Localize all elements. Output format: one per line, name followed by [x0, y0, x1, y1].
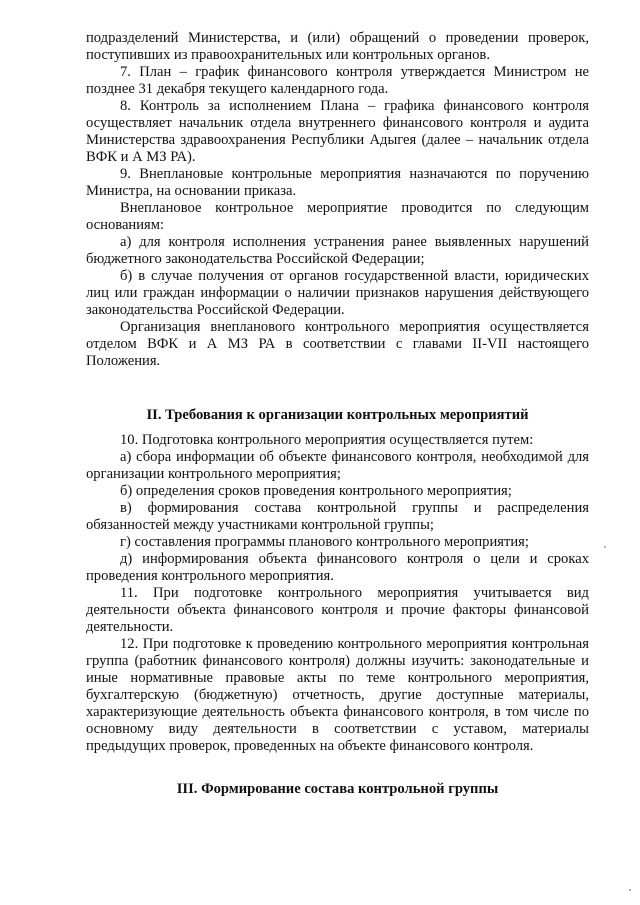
paragraph-organization: Организация внепланового контрольного мероприятия осуществляется отделом ВФК и А МЗ РА в соответствии с главами II-VII настоящего Положения.: [86, 319, 589, 369]
scan-speck: [629, 889, 631, 891]
paragraph-10-d: г) составления программы планового контрольного мероприятия;: [120, 534, 529, 550]
paragraph-continuation: подразделений Министерства, и (или) обращений о проведении проверок, поступивших из правоохранительных или контрольных органов.: [86, 30, 589, 63]
paragraph-10-b: б) определения сроков проведения контрольного мероприятия;: [120, 483, 512, 499]
document-page: [86, 30, 589, 798]
section-3-title: III. Формирование состава контрольной группы: [176, 781, 499, 797]
paragraph-unplanned-grounds: Внеплановое контрольное мероприятие проводится по следующим основаниям:: [86, 200, 589, 233]
paragraph-12: 12. При подготовке к проведению контрольного мероприятия контрольная группа (работник финансового контроля) должны изучить: законодательные и иные нормативные правовые акты по теме контрольного мероприятия, бухгалтерскую (бюджетную) отчетность, другие доступные материалы, характеризующие деятельность объекта финансового контроля, в том числе по основному виду деятельности в соответствии с уставом, материалы предыдущих проверок, проведенных на объекте финансового контроля.: [86, 636, 589, 754]
paragraph-10-c: в) формирования состава контрольной группы и распределения обязанностей между участниками контрольной группы;: [86, 500, 589, 533]
paragraph-8: 8. Контроль за исполнением Плана – графика финансового контроля осуществляет начальник отдела внутреннего финансового контроля и аудита Министерства здравоохранения Республики Адыгея (далее – начальник отдела ВФК и А МЗ РА).: [86, 98, 589, 165]
section-2-title: II. Требования к организации контрольных мероприятий: [146, 407, 529, 423]
scan-speck: [604, 546, 606, 548]
paragraph-10: 10. Подготовка контрольного мероприятия осуществляется путем:: [120, 432, 534, 448]
spacer: [86, 370, 589, 407]
paragraph-10-e: д) информирования объекта финансового контроля о цели и сроках проведения контрольного мероприятия.: [86, 551, 589, 584]
paragraph-item-a: а) для контроля исполнения устранения ранее выявленных нарушений бюджетного законодательства Российской Федерации;: [86, 234, 589, 267]
spacer: [86, 424, 589, 432]
spacer: [86, 755, 589, 781]
paragraph-11: 11. При подготовке контрольного мероприятия учитывается вид деятельности объекта финансового контроля и прочие факторы финансовой деятельности.: [86, 585, 589, 635]
paragraph-item-b: б) в случае получения от органов государственной власти, юридических лиц или граждан информации о наличии признаков нарушения действующего законодательства Российской Федерации.: [86, 268, 589, 318]
paragraph-10-a: а) сбора информации об объекте финансового контроля, необходимой для организации контрольного мероприятия;: [86, 449, 589, 482]
paragraph-9: 9. Внеплановые контрольные мероприятия назначаются по поручению Министра, на основании приказа.: [86, 166, 589, 199]
paragraph-7: 7. План – график финансового контроля утверждается Министром не позднее 31 декабря текущего календарного года.: [86, 64, 589, 97]
